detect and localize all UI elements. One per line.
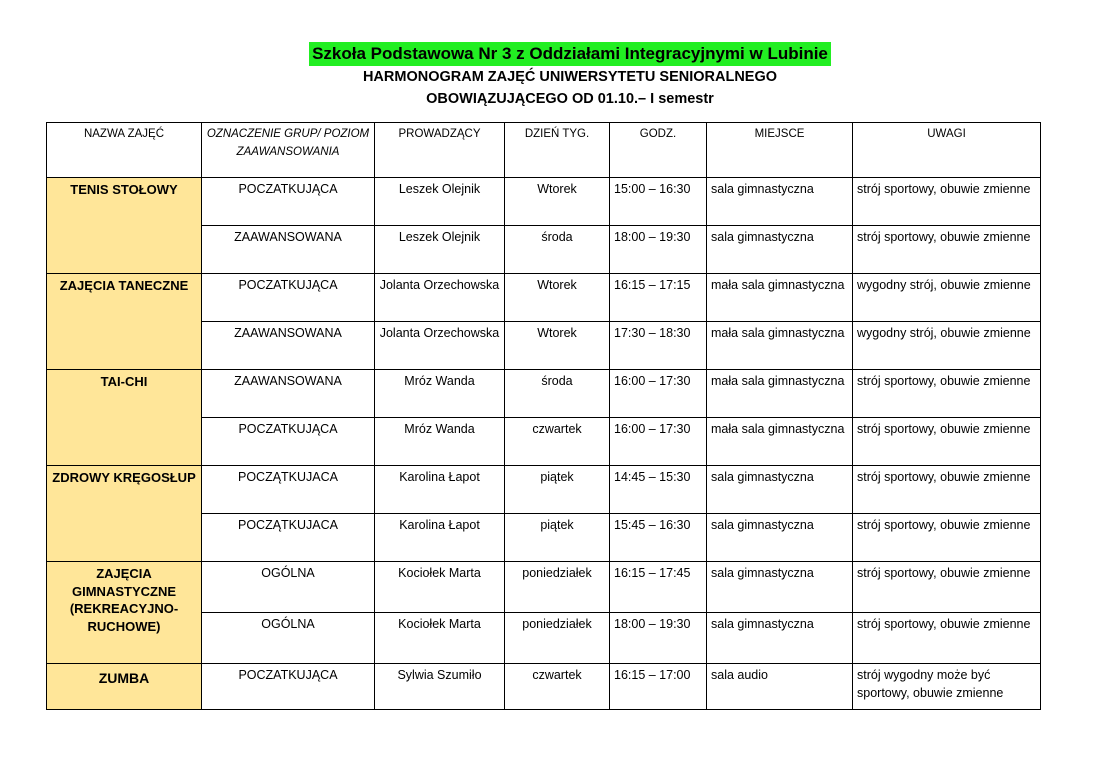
level-cell: POCZĄTKUJACA — [202, 514, 375, 562]
teacher-cell: Leszek Olejnik — [375, 226, 505, 274]
activity-name: TAI-CHI — [47, 370, 202, 466]
place-cell: mała sala gimnastyczna — [707, 274, 853, 322]
place-cell: sala gimnastyczna — [707, 226, 853, 274]
day-cell: czwartek — [505, 418, 610, 466]
teacher-cell: Mróz Wanda — [375, 418, 505, 466]
activity-name: ZUMBA — [47, 664, 202, 710]
notes-cell: wygodny strój, obuwie zmienne — [853, 274, 1041, 322]
level-cell: OGÓLNA — [202, 562, 375, 613]
time-cell: 16:00 – 17:30 — [610, 418, 707, 466]
time-cell: 15:00 – 16:30 — [610, 178, 707, 226]
level-cell: OGÓLNA — [202, 613, 375, 664]
notes-cell: strój sportowy, obuwie zmienne — [853, 226, 1041, 274]
time-cell: 18:00 – 19:30 — [610, 226, 707, 274]
day-cell: poniedziałek — [505, 562, 610, 613]
teacher-cell: Leszek Olejnik — [375, 178, 505, 226]
level-cell: POCZĄTKUJACA — [202, 466, 375, 514]
notes-cell: wygodny strój, obuwie zmienne — [853, 322, 1041, 370]
time-cell: 16:00 – 17:30 — [610, 370, 707, 418]
activity-name: TENIS STOŁOWY — [47, 178, 202, 274]
table-header-row — [47, 123, 1041, 178]
table-row — [47, 178, 1041, 226]
notes-cell: strój sportowy, obuwie zmienne — [853, 466, 1041, 514]
day-cell: Wtorek — [505, 322, 610, 370]
time-cell: 18:00 – 19:30 — [610, 613, 707, 664]
table-row — [47, 664, 1041, 710]
day-cell: piątek — [505, 466, 610, 514]
notes-cell: strój sportowy, obuwie zmienne — [853, 178, 1041, 226]
table-row — [47, 274, 1041, 322]
place-cell: sala gimnastyczna — [707, 613, 853, 664]
time-cell: 14:45 – 15:30 — [610, 466, 707, 514]
level-cell: POCZATKUJĄCA — [202, 418, 375, 466]
day-cell: Wtorek — [505, 178, 610, 226]
table-row — [47, 562, 1041, 613]
teacher-cell: Karolina Łapot — [375, 514, 505, 562]
column-header-day: DZIEŃ TYG. — [505, 123, 610, 178]
day-cell: piątek — [505, 514, 610, 562]
activity-name: ZDROWY KRĘGOSŁUP — [47, 466, 202, 562]
notes-cell: strój sportowy, obuwie zmienne — [853, 370, 1041, 418]
document-header — [0, 42, 1099, 110]
level-cell: ZAAWANSOWANA — [202, 226, 375, 274]
time-cell: 17:30 – 18:30 — [610, 322, 707, 370]
schedule-subtitle: OBOWIĄZUJĄCEGO OD 01.10.– I semestr — [426, 91, 714, 107]
schedule-title: HARMONOGRAM ZAJĘĆ UNIWERSYTETU SENIORALNEGO — [362, 69, 778, 85]
teacher-cell: Kociołek Marta — [375, 562, 505, 613]
teacher-cell: Kociołek Marta — [375, 613, 505, 664]
place-cell: mała sala gimnastyczna — [707, 418, 853, 466]
column-header-name: NAZWA ZAJĘĆ — [47, 123, 202, 178]
place-cell: sala audio — [707, 664, 853, 710]
column-header-teacher: PROWADZĄCY — [375, 123, 505, 178]
time-cell: 16:15 – 17:15 — [610, 274, 707, 322]
day-cell: czwartek — [505, 664, 610, 710]
teacher-cell: Mróz Wanda — [375, 370, 505, 418]
time-cell: 16:15 – 17:45 — [610, 562, 707, 613]
place-cell: mała sala gimnastyczna — [707, 370, 853, 418]
column-header-place: MIEJSCE — [707, 123, 853, 178]
table-row — [47, 466, 1041, 514]
level-cell: POCZATKUJĄCA — [202, 274, 375, 322]
column-header-level: OZNACZENIE GRUP/ POZIOM ZAAWANSOWANIA — [202, 123, 375, 178]
notes-cell: strój sportowy, obuwie zmienne — [853, 418, 1041, 466]
schedule-table — [46, 122, 1041, 710]
notes-cell: strój sportowy, obuwie zmienne — [853, 613, 1041, 664]
notes-cell: strój sportowy, obuwie zmienne — [853, 514, 1041, 562]
place-cell: sala gimnastyczna — [707, 514, 853, 562]
table-row — [47, 370, 1041, 418]
column-header-notes: UWAGI — [853, 123, 1041, 178]
level-cell: ZAAWANSOWANA — [202, 370, 375, 418]
level-cell: POCZATKUJĄCA — [202, 664, 375, 710]
place-cell: sala gimnastyczna — [707, 466, 853, 514]
place-cell: sala gimnastyczna — [707, 562, 853, 613]
teacher-cell: Karolina Łapot — [375, 466, 505, 514]
activity-name: ZAJĘCIA TANECZNE — [47, 274, 202, 370]
teacher-cell: Jolanta Orzechowska — [375, 322, 505, 370]
day-cell: Wtorek — [505, 274, 610, 322]
day-cell: środa — [505, 226, 610, 274]
day-cell: środa — [505, 370, 610, 418]
day-cell: poniedziałek — [505, 613, 610, 664]
school-name: Szkoła Podstawowa Nr 3 z Oddziałami Integracyjnymi w Lubinie — [309, 42, 831, 66]
teacher-cell: Sylwia Szumiło — [375, 664, 505, 710]
time-cell: 15:45 – 16:30 — [610, 514, 707, 562]
activity-name: ZAJĘCIA GIMNASTYCZNE (REKREACYJNO-RUCHOWE) — [47, 562, 202, 664]
column-header-time: GODZ. — [610, 123, 707, 178]
level-cell: POCZATKUJĄCA — [202, 178, 375, 226]
notes-cell: strój sportowy, obuwie zmienne — [853, 562, 1041, 613]
time-cell: 16:15 – 17:00 — [610, 664, 707, 710]
level-cell: ZAAWANSOWANA — [202, 322, 375, 370]
notes-cell: strój wygodny może być sportowy, obuwie zmienne — [853, 664, 1041, 710]
place-cell: sala gimnastyczna — [707, 178, 853, 226]
teacher-cell: Jolanta Orzechowska — [375, 274, 505, 322]
place-cell: mała sala gimnastyczna — [707, 322, 853, 370]
